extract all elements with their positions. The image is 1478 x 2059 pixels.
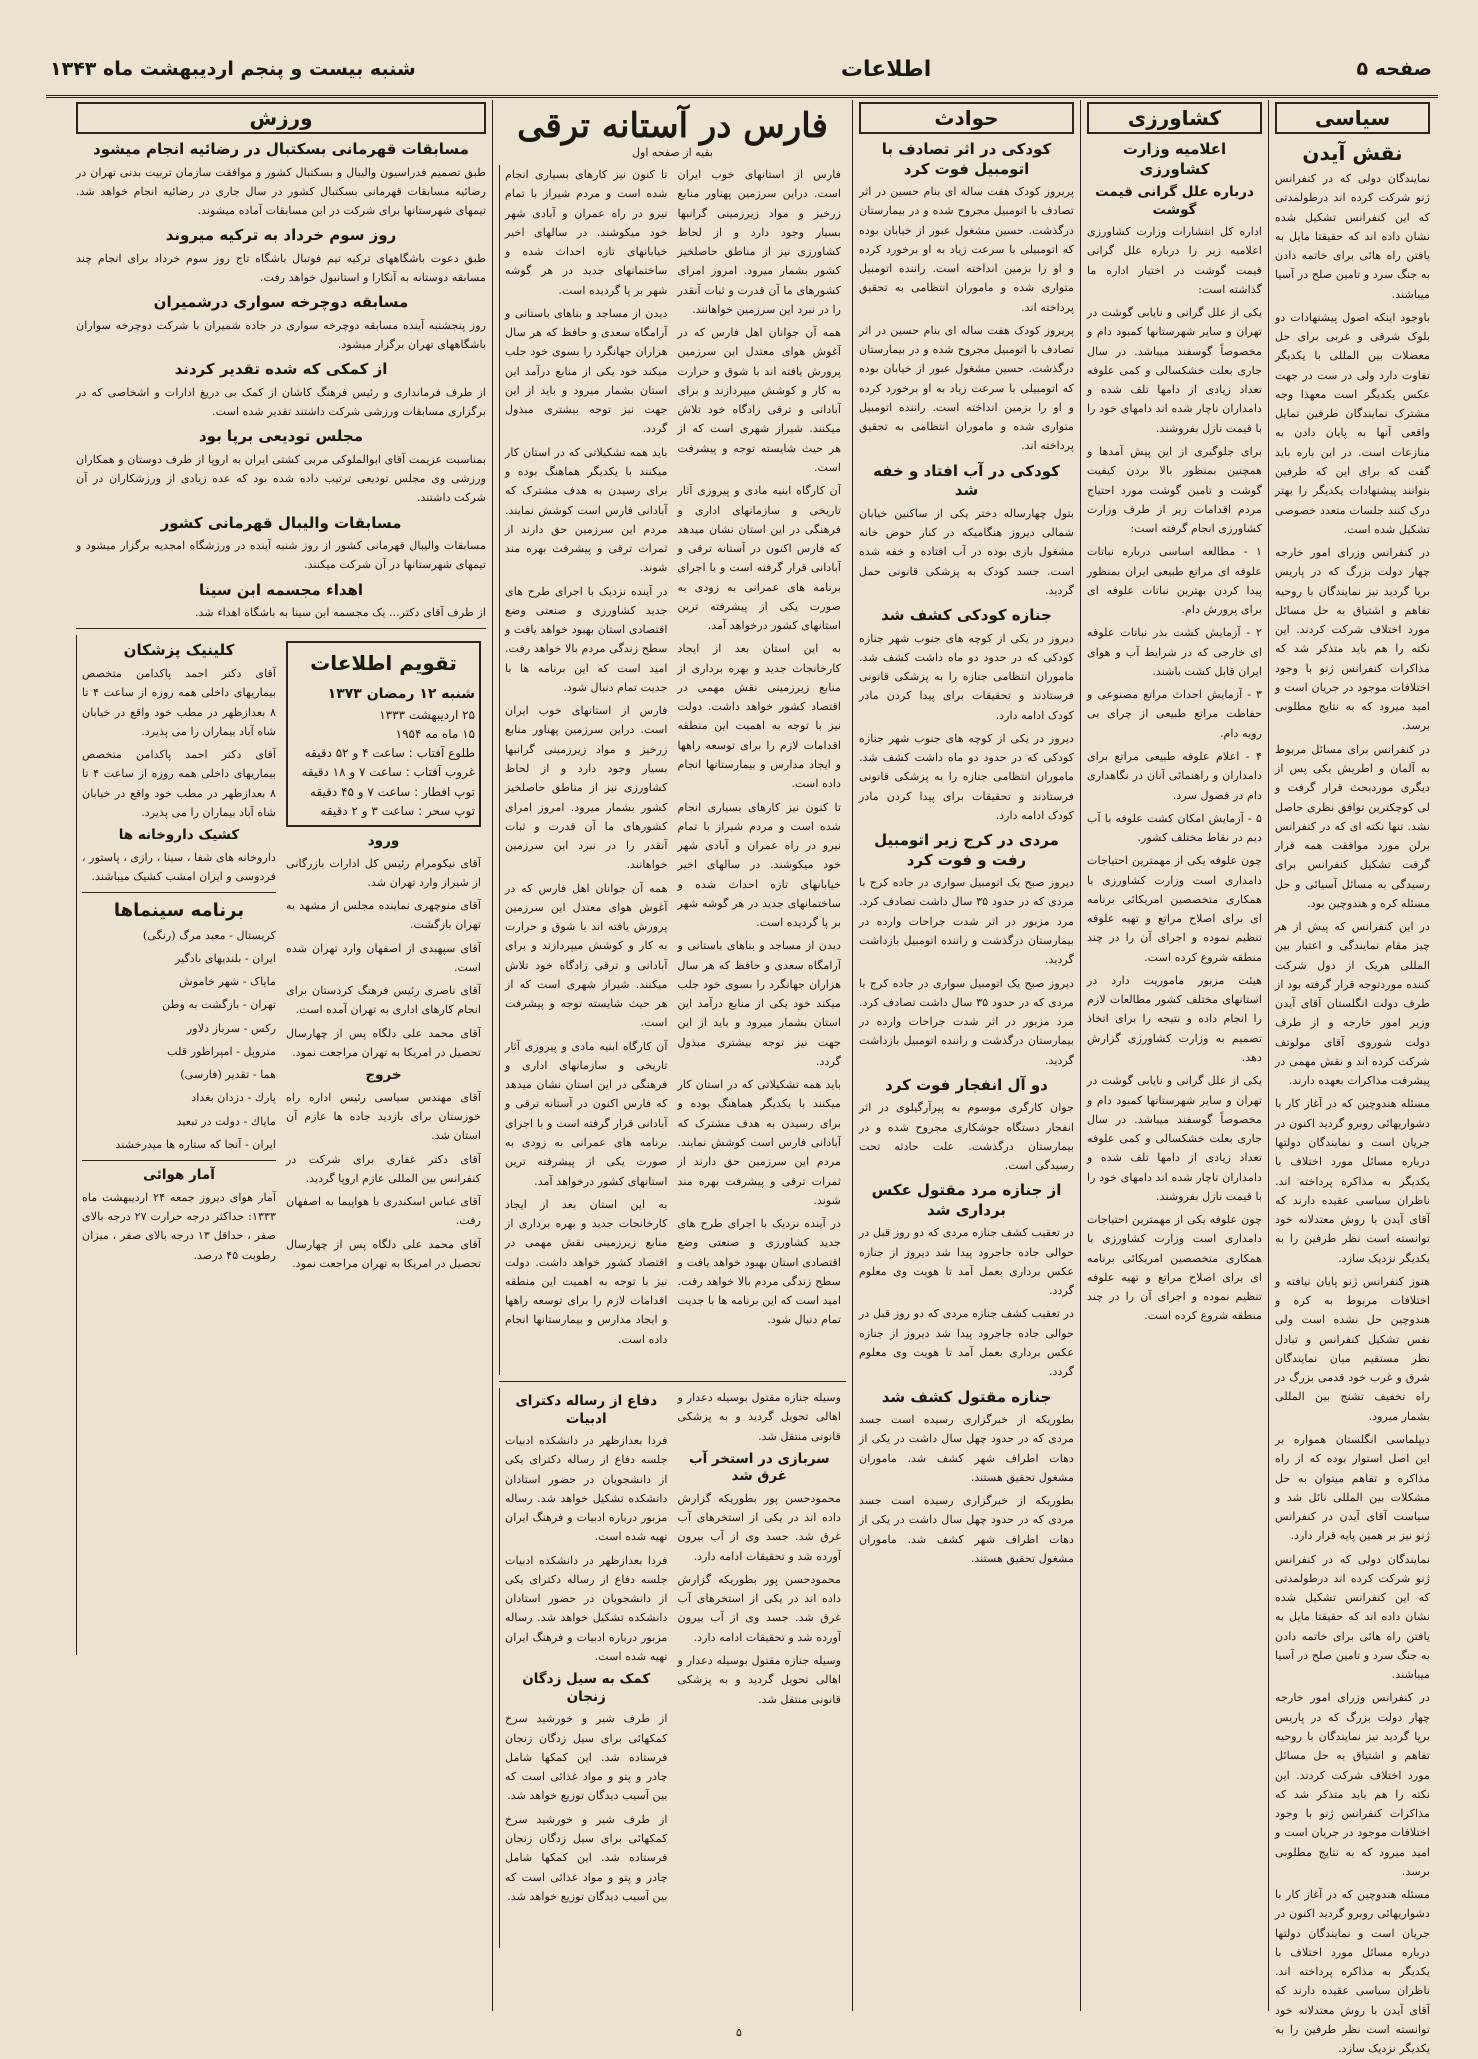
listings <box>76 635 486 1655</box>
cinema-item: کریستال - معبد مرگ (رنگی) <box>142 928 276 942</box>
sport-text: از طرف آقای دکتر... یک مجسمه ابن سینا به باشگاه اهداء شد. <box>194 606 486 620</box>
event-text: پریروز کودک هفت ساله ای بنام حسین در اثر تصادف با اتومبیل مجروح شده و در بیمارستان درگذشت. حسین مشغول عبور از خیابان بوده که اتومبیلی با سرعت زیاد به او برخورد کرده و او را بزمین انداخته است. راننده اتومبیل متواری شده و ماموران انتظامی به تحقیق پرداخته اند. <box>859 323 1074 453</box>
politics-para: دیپلماسی انگلستان همواره بر این اصل استوار بوده که از راه مذاکره و تفاهم میتوان به حل مشکلات بین المللی نائل شد و سیاست آقای آیدن در کنفرانس ژنو نیز بر همین پایه قرار دارد. <box>1275 1433 1430 1543</box>
agriculture-para: ۴ - اعلام علوفه طبیعی مراتع برای دامداران و راهنمائی آنان در نگاهداری دام در فصول سرد. <box>1087 750 1262 802</box>
event-text: پریروز کودک هفت ساله ای بنام حسین در اثر تصادف با اتومبیل مجروح شده و در بیمارستان درگذشت. حسین مشغول عبور از خیابان بوده که اتومبیلی با سرعت زیاد به او برخورد کرده و او را بزمین انداخته است. راننده اتومبیل متواری شده و ماموران انتظامی به تحقیق پرداخته اند. <box>859 185 1074 314</box>
defense-text: فردا بعدازظهر در دانشکده ادبیات جلسه دفاع از رساله دکترای یکی از دانشجویان در حضور استادان دانشکده تشکیل خواهد شد. رساله مزبور درباره ادبیات و فرهنگ ایران تهیه شده است. <box>505 1553 668 1664</box>
sports-column <box>70 100 492 2011</box>
politics-para: نمایندگان دولی که در کنفرانس ژنو شرکت کرده اند درطولمدتی که این کنفرانس تشکیل شده نشان داده اند که حقیقتا مایل به یافتن راه هائی برای خاتمه دادن به جنگ سرد و تامین صلح در آسیا میباشند. <box>1275 1552 1430 1682</box>
fars-subtitle: بقیه از صفحه اول <box>632 146 713 159</box>
sport-title: از کمکی که شده تقدیر کردند <box>174 360 388 379</box>
footer-mark: ۵ <box>736 2026 742 2039</box>
lower-left <box>499 1388 673 1948</box>
fars-para: تا کنون نیز کارهای بسیاری انجام شده است و مردم شیراز با تمام نیرو در راه عمران و آبادی شهر خود میکوشند. در سالهای اخیر خیابانهای تازه احداث شده و ساختمانهای جدید در هر گوشه شهر بر پا گردیده است. <box>677 800 841 930</box>
calendar-line: غروب آفتاب : ساعت ۷ و ۱۸ دقیقه <box>301 765 475 780</box>
event-text: بطوریکه از خبرگزاری رسیده است جسد مردی که در حدود چهل سال داشت در یکی از دهات اطراف شهر کشف شد. ماموران مشغول تحقیق هستند. <box>859 1494 1074 1565</box>
pharmacy-text: داروخانه های شفا ، سینا ، رازی ، پاستور ، فردوسی و ایران امشب کشیک میباشند. <box>82 850 276 883</box>
sport-text: از طرف فرمانداری و رئیس فرهنگ کاشان از کمک بی دریغ ادارات و اشخاصی که در برگزاری مسابقات ورزشی شرکت داشتند تقدیر شده است. <box>76 385 486 419</box>
event-title: جنازه مقتول کشف شد <box>881 1387 1052 1406</box>
fars-para: آن کارگاه ابنیه مادی و پیروزی آثار تاریخی و سازمانهای اداری و فرهنگی در این استان نشان میدهد که فارس اکنون در آستانه ترقی و آبادانی قرار گرفته است و با اجرای برنامه های عمرانی به زودی به صورت یکی از پیشرفته ترین استانهای کشور درخواهد آمد. <box>677 484 841 633</box>
calendar-box <box>286 641 481 827</box>
departure-item: آقای دکتر غفاری برای شرکت در کنفرانس بین المللی عازم اروپا گردید. <box>286 1152 481 1185</box>
lower-misc: وسیله جنازه مقتول بوسیله دعدار و اهالی تحویل گردید و به پزشکی قانونی منتقل شد. <box>677 1391 841 1443</box>
masthead <box>50 52 1432 86</box>
sport-title: مسابقه دوچرخه سواری درشمیران <box>153 293 409 312</box>
divider <box>499 1381 846 1382</box>
calendar-line: ۱۵ ماه مه ۱۹۵۴ <box>395 727 475 742</box>
agriculture-para: برای جلوگیری از این پیش آمدها و همچنین بمنظور بالا بردن کیفیت گوشت و تامین گوشت مورد احتیاج مردم اقدامات زیر از طرف وزارت کشاورزی انجام گرفته است: <box>1087 445 1262 536</box>
fars-para: دیدن از مساجد و بناهای باستانی و آرامگاه سعدی و حافظ که هر سال هزاران جهانگرد را بسوی خود جلب میکند خود یکی از منابع درآمد این استان بشمار میرود و باید از این جهت نیز توجه بیشتری مبذول گردد. <box>505 306 668 436</box>
sport-text: طبق تصمیم فدراسیون والیبال و بسکتبال کشور و موافقت سازمان تربیت بدنی تهران در رضائیه مسابقات قهرمانی بسکتبال کشور در سال جاری در رضائیه انجام خواهد شد. تیمهای شهرستانها برای شرکت در این مسابقات آماده میشوند. <box>76 165 486 218</box>
page-number: صفحه ۵ <box>1356 58 1432 80</box>
event-text: بتول چهارساله دختر یکی از ساکنین خیابان شمالی دیروز هنگامیکه در کنار حوض خانه مشغول بازی بوده در آب افتاده و خفه شده است. جسد کودک به پزشکی قانونی حمل گردید. <box>859 506 1074 597</box>
event-text: بطوریکه از خبرگزاری رسیده است جسد مردی که در حدود چهل سال داشت در یکی از دهات اطراف شهر کشف شد. ماموران مشغول تحقیق هستند. <box>859 1413 1074 1484</box>
fars-column <box>492 100 852 2011</box>
arrivals-title: ورود <box>367 833 400 849</box>
weather-title: آمار هوائی <box>143 1167 215 1184</box>
date-line: شنبه بیست و پنجم اردیبهشت ماه ۱۳۴۳ <box>50 58 416 80</box>
calendar-line: طلوع آفتاب : ساعت ۴ و ۵۲ دقیقه <box>304 746 475 761</box>
cinema-item: مایاک - شهر خاموش <box>179 975 276 989</box>
fars-title: فارس در آستانه ترقی <box>517 106 828 146</box>
lower-misc: وسیله جنازه مقتول بوسیله دعدار و اهالی تحویل گردید و به پزشکی قانونی منتقل شد. <box>677 1654 841 1706</box>
agriculture-para: چون علوفه یکی از مهمترین احتیاجات دامداری است وزارت کشاورزی با همکاری متخصصین امریکائی برنامه ای برای اصلاح مراتع و تهیه علوفه تنظیم نموده و اجرای آن را در چند منطقه شروع کرده است. <box>1087 1213 1262 1323</box>
departure-item: آقای مهندس سیاسی رئیس اداره راه خوزستان برای بازدید جاده ها عازم آن استان شد. <box>286 1090 481 1143</box>
politics-para: در کنفرانس وزرای امور خارجه چهار دولت بزرگ که در پاریس برپا گردید نیز نمایندگان با روحیه تفاهم و اشتیاق به حل مسائل مورد اختلاف شرکت کردند. این نکته را هم باید متذکر شد که مذاکرات کنفرانس ژنو با وجود اختلافات موجود در جریان است و امید میرود که به نتایج مطلوبی برسد. <box>1275 546 1430 733</box>
departures-title: خروج <box>365 1067 402 1084</box>
cinema-item: هما - تقدیر (فارسی) <box>180 1068 276 1082</box>
paper-name: اطلاعات <box>840 56 932 82</box>
fars-para: در آینده نزدیک با اجرای طرح های جدید کشاورزی و صنعتی وضع اقتصادی استان بهبود خواهد یافت و سطح زندگی مردم بالا خواهد رفت. امید است که این برنامه ها با جدیت تمام دنبال شود. <box>505 584 668 694</box>
clinic-text: آقای دکتر احمد پاکدامن متخصص بیماریهای داخلی همه روزه از ساعت ۴ تا ۸ بعدازظهر در مطب خود واقع در خیابان شاه آباد بیماران را می پذیرد. <box>82 748 276 819</box>
agriculture-section-header: کشاورزی <box>1087 102 1262 134</box>
fars-para: به این استان بعد از ایجاد کارخانجات جدید و بهره برداری از منابع زیرزمینی نقش مهمی در اقتصاد کشور خواهد داشت. دولت نیز با توجه به اهمیت این منطقه اقدامات لازم را برای توسعه راهها و ایجاد مدارس و بیمارستانها انجام داده است. <box>677 642 841 791</box>
flood-title: کمک به سیل زدگان زنجان <box>522 1671 651 1705</box>
cinema-title: برنامه سینماها <box>113 900 245 922</box>
cinema-item: متروپل - امپراطور قلب <box>167 1044 276 1058</box>
sport-title: مجلس تودیعی برپا بود <box>198 427 364 446</box>
arrival-item: آقای سپهبدی از اصفهان وارد تهران شده است. <box>286 941 481 974</box>
agriculture-title: اعلامیه وزارت کشاورزی <box>1122 140 1227 178</box>
fars-para: در آینده نزدیک با اجرای طرح های جدید کشاورزی و صنعتی وضع اقتصادی استان بهبود خواهد یافت و سطح زندگی مردم بالا خواهد رفت. امید است که این برنامه ها با جدیت تمام دنبال شود. <box>677 1217 841 1327</box>
event-text: در تعقیب کشف جنازه مردی که دو روز قبل در حوالی جاده جاجرود پیدا شد دیروز از جنازه عکس برداری بعمل آمد تا هویت وی معلوم گردد. <box>859 1226 1074 1298</box>
listings-right <box>281 635 486 1655</box>
agriculture-para: ۱ - مطالعه اساسی درباره نباتات علوفه ای مراتع طبیعی ایران بمنظور پیدا کردن بهترین نباتات علوفه ای برای پرورش دام. <box>1087 545 1262 617</box>
agriculture-para: ۳ - آزمایش احداث مراتع مصنوعی و حفاظت مراتع طبیعی از چرای بی رویه دام. <box>1087 688 1262 740</box>
fars-para: همه آن جوانان اهل فارس که در آغوش هوای معتدل این سرزمین پرورش یافته اند با شوق و حرارت به کار و کوشش میپردازند و برای آبادانی و ترقی زادگاه خود تلاش میکنند. شیراز شهری است که از هر حیث شایسته توجه و پیشرفت است. <box>505 881 668 1030</box>
event-title: دو آل انفجار فوت کرد <box>885 1075 1048 1094</box>
calendar-line: شنبه ۱۲ رمضان ۱۳۷۳ <box>327 686 475 703</box>
arrival-item: آقای محمد علی دلگاه پس از چهارسال تحصیل در امریکا به تهران مراجعت نمود. <box>286 1237 481 1270</box>
defense-text: فردا بعدازظهر در دانشکده ادبیات جلسه دفاع از رساله دکترای یکی از دانشجویان در حضور استادان دانشکده تشکیل خواهد شد. رساله مزبور درباره ادبیات و فرهنگ ایران تهیه شده است. <box>505 1434 668 1544</box>
calendar-title: تقویم اطلاعات <box>310 651 457 676</box>
flood-text: از طرف شیر و خورشید سرخ کمکهائی برای سیل زدگان زنجان فرستاده شد. این کمکها شامل چادر و پتو و مواد غذائی است که بین آسیب دیدگان توزیع خواهد شد. <box>505 1812 668 1903</box>
fars-para: باید همه تشکیلاتی که در استان کار میکنند با یکدیگر هماهنگ بوده و برای رسیدن به هدف مشترک که آبادانی فارس است کوشش نمایند. مردم این سرزمین حق دارند از ثمرات ترقی و پیشرفت بهره مند شوند. <box>677 1078 841 1207</box>
agriculture-para: یکی از علل گرانی و نایابی گوشت در تهران و سایر شهرستانها کمبود دام و مخصوصاً گوسفند میباشد. در سال جاری بعلت خشکسالی و کمی علوفه تعداد زیادی از دامها تلف شده و دامداران ناچار شده اند دامهای خود را با قیمت نازل بفروشند. <box>1087 306 1262 435</box>
agriculture-para: ۵ - آزمایش امکان کشت علوفه با آب دیم در نقاط مختلف کشور. <box>1087 811 1262 845</box>
politics-para: هنوز کنفرانس ژنو پایان نیافته و اختلافات مربوط به کره و هندوچین حل نشده است ولی نفس تشکیل کنفرانس و تبادل نظر مستقیم میان نمایندگان شرق و غرب خود قدمی بزرگ در راه تخفیف تشنج بین المللی بشمار میرود. <box>1275 1274 1430 1423</box>
calendar-line: ۲۵ اردیبهشت ۱۳۳۳ <box>379 707 475 722</box>
event-title: جنازه کودکی کشف شد <box>881 606 1052 625</box>
arrival-item: آقای ناصری رئیس فرهنگ کردستان برای انجام کارهای اداری به تهران آمده است. <box>286 984 481 1017</box>
fars-para: باید همه تشکیلاتی که در استان کار میکنند با یکدیگر هماهنگ بوده و برای رسیدن به هدف مشترک که آبادانی فارس است کوشش نمایند. مردم این سرزمین حق دارند از ثمرات ترقی و پیشرفت بهره مند شوند. <box>505 445 668 575</box>
event-title: مردی در کرج زیر اتومبیل رفت و فوت کرد <box>874 831 1059 869</box>
listings-left <box>76 635 281 1655</box>
departure-item: آقای عباس اسکندری با هواپیما به اصفهان رفت. <box>286 1195 481 1228</box>
fars-para: به این استان بعد از ایجاد کارخانجات جدید و بهره برداری از منابع زیرزمینی نقش مهمی در اقتصاد کشور خواهد داشت. دولت نیز با توجه به اهمیت این منطقه اقدامات لازم را برای توسعه راهها و ایجاد مدارس و بیمارستانها انجام داده است. <box>505 1197 668 1346</box>
divider <box>76 628 486 629</box>
sport-text: مسابقات والیبال قهرمانی کشور از روز شنبه آینده در ورزشگاه امجدیه برگزار میشود و تیمهای شهرستانها در آن شرکت میکنند. <box>76 539 486 572</box>
cinema-item: ايران - آنجا که ستاره ها میدرخشند <box>115 1137 276 1151</box>
agriculture-para: اداره کل انتشارات وزارت کشاورزی اعلامیه زیر را درباره علل گرانی قیمت گوشت در اختیار اداره ما گذاشته است: <box>1087 225 1262 296</box>
event-text: دیروز صبح یک اتومبیل سواری در جاده کرج با مردی که در حدود ۳۵ سال داشت تصادف کرد. مرد مزبور در اثر شدت جراحات وارده در بیمارستان درگذشت و راننده اتومبیل بازداشت گردید. <box>859 976 1074 1067</box>
event-text: دیروز در یکی از کوچه های جنوب شهر جنازه کودکی که در حدود دو ماه داشت کشف شد. ماموران انتظامی جنازه را به پزشکی قانونی فرستادند و تحقیقات برای پیدا کردن مادر کودک ادامه دارد. <box>859 731 1074 822</box>
cinema-item: مایاك - دولت در تبعید <box>176 1114 276 1128</box>
sport-text: طبق دعوت باشگاههای ترکیه تیم فوتبال باشگاه تاج روز سوم خرداد برای انجام چند مسابقه دوستانه به آنکارا و استانبول خواهد رفت. <box>76 251 486 285</box>
agriculture-para: یکی از علل گرانی و نایابی گوشت در تهران و سایر شهرستانها کمبود دام و مخصوصاً گوسفند میباشد. در سال جاری بعلت خشکسالی و کمی علوفه تعداد زیادی از دامها تلف شده و دامداران ناچار شده اند دامهای خود را با قیمت نازل بفروشند. <box>1087 1074 1262 1203</box>
events-section-header: حوادث <box>859 102 1074 134</box>
sport-title: مسابقات قهرمانی بسکتبال در رضائیه انجام میشود <box>93 140 469 158</box>
politics-para: مسئله هندوچین که در آغاز کار با دشواریهائی روبرو گردید اکنون در جریان است و نمایندگان دولتها درباره مسائل مورد اختلاف با یکدیگر به مذاکره پرداخته اند. ناظران سیاسی عقیده دارند که آقای آیدن با روش معتدلانه خود توانسته است نظر طرفین را به یکدیگر نزدیک سازد. <box>1275 1097 1430 1265</box>
calendar-line: توپ سحر : ساعت ۳ و ۲ دقیقه <box>320 803 475 818</box>
sport-text: روز پنجشنبه آینده مسابقه دوچرخه سواری در جاده شمیران با شرکت دوچرخه سواران باشگاههای تهران برگزار میشود. <box>76 318 486 352</box>
arrival-item: آقای نیکومرام رئیس کل ادارات بازرگانی از شیراز وارد تهران شد. <box>286 856 481 889</box>
event-text: دیروز در یکی از کوچه های جنوب شهر جنازه کودکی که در حدود دو ماه داشت کشف شد. ماموران انتظامی جنازه را به پزشکی قانونی فرستادند و تحقیقات برای پیدا کردن مادر کودک ادامه دارد. <box>859 631 1074 722</box>
event-title: کودکی در آب افتاد و خفه شد <box>873 461 1060 500</box>
cinema-item: پارك - دزدان بغداد <box>191 1091 276 1105</box>
politics-para: در کنفرانس وزرای امور خارجه چهار دولت بزرگ که در پاریس برپا گردید نیز نمایندگان با روحیه تفاهم و اشتیاق به حل مسائل مورد اختلاف شرکت کردند. این نکته را هم باید متذکر شد که مذاکرات کنفرانس ژنو با وجود اختلافات موجود در جریان است و امید میرود که به نتایج مطلوبی برسد. <box>1275 1691 1430 1878</box>
politics-para: در این کنفرانس که پیش از هر چیز مقام نمایندگی و اعتبار بین المللی هریک از دول شرکت کننده موردتوجه قرار گرفته بود از طرف دولت انگلستان آقای آیدن وزیر امور خارجه و از طرف دولت شوروی آقای مولوتف شرکت کرده اند و نقش مهمی در پیشرفت مذاکرات بعهده دارند. <box>1275 920 1430 1088</box>
cinema-item: ایران - بلندیهای بادگیر <box>174 951 276 965</box>
events-column <box>852 100 1080 2011</box>
clinic-title: کلینیک پزشکان <box>123 641 235 660</box>
fars-left-half <box>499 165 673 1375</box>
fars-para: آن کارگاه ابنیه مادی و پیروزی آثار تاریخی و سازمانهای اداری و فرهنگی در این استان نشان میدهد که فارس اکنون در آستانه ترقی و آبادانی قرار گرفته است و با اجرای برنامه های عمرانی به زودی به صورت یکی از پیشرفته ترین استانهای کشور درخواهد آمد. <box>505 1039 668 1188</box>
fars-para: دیدن از مساجد و بناهای باستانی و آرامگاه سعدی و حافظ که هر سال هزاران جهانگرد را بسوی خود جلب میکند خود یکی از منابع درآمد این استان بشمار میرود و باید از این جهت نیز توجه بیشتری مبذول گردد. <box>677 939 841 1068</box>
flood-text: از طرف شیر و خورشید سرخ کمکهائی برای سیل زدگان زنجان فرستاده شد. این کمکها شامل چادر و پتو و مواد غذائی است که بین آسیب دیدگان توزیع خواهد شد. <box>505 1712 668 1803</box>
event-title: از جنازه مرد مقتول عکس برداری شد <box>871 1181 1062 1219</box>
politics-title: نقش آیدن <box>1302 141 1403 165</box>
politics-para: در کنفرانس برای مسائل مربوط به آلمان و اطریش یکی پس از دیگری موردبحث قرار گرفت و لی کوچکترین توافق نظری حاصل نشد. تنها نکته ای که در کنفرانس برلن مورد موافقت همه قرار گرفت تشکیل کنفرانس برای رسیدگی به مسائل آسیائی و حل مسئله کره و هندوچین بود. <box>1275 742 1430 910</box>
drown-text: محمودحسن پور بطوریکه گزارش داده اند در یکی از استخرهای آب غرق شد. جسد وی از آب بیرون آورده شد و تحقیقات ادامه دارد. <box>677 1491 841 1563</box>
masthead-rule <box>46 95 1438 98</box>
sport-title: مسابقات والیبال قهرمانی کشور <box>160 513 402 532</box>
sport-title: اهداء مجسمه ابن سینا <box>198 580 364 599</box>
agriculture-subtitle: درباره علل گرانی قیمت گوشت <box>1095 184 1254 218</box>
agriculture-para: ۲ - آزمایش کشت بذر نباتات علوفه ای خارجی که در شرایط آب و هوای ایران قابل کشت باشند. <box>1087 626 1262 678</box>
sports-section-header: ورزش <box>76 102 486 134</box>
cinema-item: تهران - بازگشت به وطن <box>162 998 276 1012</box>
cinema-item: ركس - سرباز دلاور <box>186 1021 276 1035</box>
calendar-line: توپ افطار : ساعت ۷ و ۴۵ دقیقه <box>310 784 475 799</box>
columns <box>48 100 1436 2056</box>
politics-column <box>1268 100 1436 2056</box>
event-text: جوان کارگری موسوم به پیرآرگیلوی در اثر انفجار دستگاه جوشکاری مجروح شده و در بیمارستان درگذشت. علت حادثه تحت رسیدگی است. <box>859 1101 1074 1173</box>
sport-text: بمناسبت عزیمت آقای ابوالملوکی مربی کشتی ایران به اروپا از طرف دوستان و همکاران ورزشی وی مجلس تودیعی ترتیب داده شده بود که عده زیادی از ورزشکاران در آن شرکت داشتند. <box>76 452 486 505</box>
drown-text: محمودحسن پور بطوریکه گزارش داده اند در یکی از استخرهای آب غرق شد. جسد وی از آب بیرون آورده شد و تحقیقات ادامه دارد. <box>677 1572 841 1644</box>
arrival-item: آقای منوچهری نماینده مجلس از مشهد به تهران بازگشت. <box>286 899 481 932</box>
pharmacy-title: کشیک داروخانه ها <box>118 827 240 844</box>
arrival-item: آقای محمد علی دلگاه پس از چهارسال تحصیل در امریکا به تهران مراجعت نمود. <box>286 1026 481 1059</box>
event-title: کودکی در اثر تصادف با اتومبیل فوت کرد <box>881 140 1052 178</box>
lower-right <box>673 1388 847 1948</box>
event-text: در تعقیب کشف جنازه مردی که دو روز قبل در حوالی جاده جاجرود پیدا شد دیروز از جنازه عکس برداری بعمل آمد تا هویت وی معلوم گردد. <box>859 1307 1074 1379</box>
politics-para: نمایندگان دولی که در کنفرانس ژنو شرکت کرده اند درطولمدتی که این کنفرانس تشکیل شده نشان داده اند که حقیقتا مایل به یافتن راه هائی برای خاتمه دادن به جنگ سرد و تامین صلح در آسیا میباشند. <box>1275 172 1430 301</box>
fars-para: فارس از استانهای خوب ایران است. دراین سرزمین پهناور منابع زرخیز و مواد زیرزمینی گرانبها بسیار وجود دارد و از لحاظ کشاورزی نیز از مناطق حاصلخیز کشور بشمار میرود. امروز امرای کشورهای ما آن قدرت و ثبات آنقدر را در نبرد این سرزمین خواهانند. <box>505 704 668 872</box>
fars-right-half <box>673 165 847 1375</box>
agriculture-para: چون علوفه یکی از مهمترین احتیاجات دامداری است وزارت کشاورزی با همکاری متخصصین امریکائی برنامه ای برای اصلاح مراتع و تهیه علوفه تنظیم نموده و اجرای آن را در چند منطقه شروع کرده است. <box>1087 854 1262 964</box>
agriculture-column <box>1080 100 1268 2011</box>
fars-para: همه آن جوانان اهل فارس که در آغوش هوای معتدل این سرزمین پرورش یافته اند با شوق و حرارت به کار و کوشش میپردازند و برای آبادانی و ترقی زادگاه خود تلاش میکنند. شیراز شهری است که از هر حیث شایسته توجه و پیشرفت است. <box>677 326 841 474</box>
politics-section-header: سیاسی <box>1275 102 1430 134</box>
clinic-text: آقای دکتر احمد پاکدامن متخصص بیماریهای داخلی همه روزه از ساعت ۴ تا ۸ بعدازظهر در مطب خود واقع در خیابان شاه آباد بیماران را می پذیرد. <box>82 666 276 738</box>
divider <box>82 892 276 893</box>
agriculture-para: هیئت مزبور ماموریت دارد در استانهای مختلف کشور مطالعات لازم را انجام داده و نتیجه را برای اتخاذ تصمیم به وزارت کشاورزی گزارش دهد. <box>1087 973 1262 1064</box>
drown-title: سربازی در استخر آب غرق شد <box>689 1450 830 1485</box>
divider <box>82 1160 276 1161</box>
politics-para: مسئله هندوچین که در آغاز کار با دشواریهائی روبرو گردید اکنون در جریان است و نمایندگان دولتها درباره مسائل مورد اختلاف با یکدیگر به مذاکره پرداخته اند. ناظران سیاسی عقیده دارند که آقای آیدن با روش معتدلانه خود توانسته است نظر طرفین را به یکدیگر نزدیک سازد. <box>1275 1888 1430 2056</box>
weather-text: آمار هوای دیروز جمعه ۲۴ اردیبهشت ماه ۱۳۳۳: حداکثر درجه حرارت ۲۷ درجه بالای صفر ، حداقل ۱۳ درجه بالای صفر ، میزان رطوبت ۴۵ درصد. <box>82 1190 277 1262</box>
fars-para: فارس از استانهای خوب ایران است. دراین سرزمین پهناور منابع زرخیز و مواد زیرزمینی گرانبها بسیار وجود دارد و از لحاظ کشاورزی نیز از مناطق حاصلخیز کشور بشمار میرود. امروز امرای کشورهای ما آن قدرت و ثبات آنقدر را در نبرد این سرزمین خواهانند. <box>677 168 841 316</box>
politics-para: باوجود اینکه اصول پیشنهادات دو بلوک شرقی و غربی برای حل معضلات بین المللی با یکدیگر تفاوت دارد ولی در ست در جهت عکس یکدیگر است معهذا وجه مشترک نمایندگان طرفین تمایل واقعی آنها به پایان دادن به منازعات است. در این باره باید گفت که برای این که طرفین بتوانند پیشنهادات یکدیگر را بهتر درک کنند جلسات متعدد خصوصی تشکیل شده است. <box>1275 310 1430 536</box>
fars-para: تا کنون نیز کارهای بسیاری انجام شده است و مردم شیراز با تمام نیرو در راه عمران و آبادی شهر خود میکوشند. در سالهای اخیر خیابانهای تازه احداث شده و ساختمانهای جدید در هر گوشه شهر بر پا گردیده است. <box>505 168 668 297</box>
sport-title: روز سوم خرداد به ترکیه میروند <box>165 226 397 245</box>
event-text: دیروز صبح یک اتومبیل سواری در جاده کرج با مردی که در حدود ۳۵ سال داشت تصادف کرد. مرد مزبور در اثر شدت جراحات وارده در بیمارستان درگذشت و راننده اتومبیل بازداشت گردید. <box>859 876 1074 967</box>
defense-title: دفاع از رساله دکترای ادبیات <box>515 1393 658 1427</box>
